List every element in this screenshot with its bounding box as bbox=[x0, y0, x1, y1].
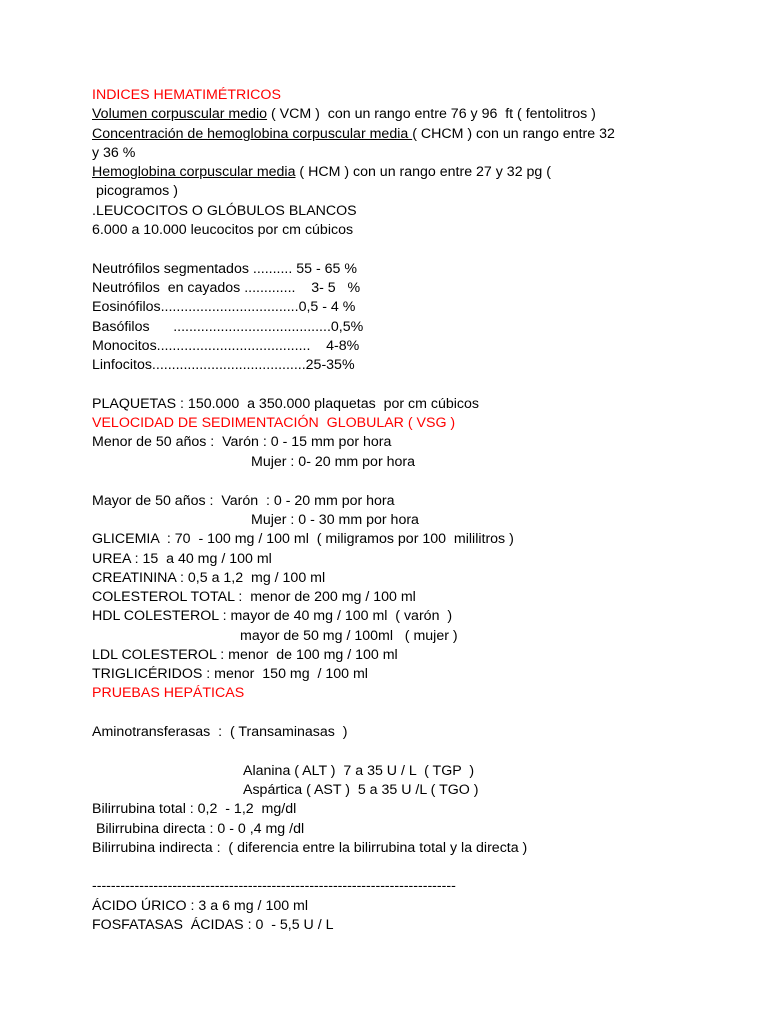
ldl-colesterol: LDL COLESTEROL : menor de 100 mg / 100 ml bbox=[92, 647, 398, 663]
chcm-line bbox=[92, 125, 615, 143]
leucocitos-range: 6.000 a 10.000 leucocitos por cm cúbicos bbox=[92, 222, 354, 238]
dashed-separator: ----------------------------------------------------------------------------- bbox=[92, 878, 456, 894]
aminotransferasas: Aminotransferasas : ( Transaminasas ) bbox=[92, 724, 348, 740]
bilirrubina-directa: Bilirrubina directa : 0 - 0 ,4 mg /dl bbox=[92, 821, 305, 837]
fosfatasas-acidas: FOSFATASAS ÁCIDAS : 0 - 5,5 U / L bbox=[92, 917, 334, 933]
creatinina: CREATININA : 0,5 a 1,2 mg / 100 ml bbox=[92, 570, 326, 586]
vsg-menor-mujer: Mujer : 0- 20 mm por hora bbox=[251, 454, 416, 470]
chcm-range: ( CHCM ) con un rango entre 32 bbox=[412, 126, 615, 142]
heading-vsg: VELOCIDAD DE SEDIMENTACIÓN GLOBULAR ( VSG ) bbox=[92, 415, 456, 431]
heading-indices-hematimetricos: INDICES HEMATIMÉTRICOS bbox=[92, 87, 281, 103]
glicemia: GLICEMIA : 70 - 100 mg / 100 ml ( miligramos por 100 mililitros ) bbox=[92, 531, 514, 547]
vcm-range: ( VCM ) con un rango entre 76 y 96 ft ( fentolitros ) bbox=[267, 106, 596, 122]
heading-pruebas-hepaticas: PRUEBAS HEPÁTICAS bbox=[92, 685, 245, 701]
eosinofilos: Eosinófilos...................................0,5 - 4 % bbox=[92, 299, 356, 315]
basofilos: Basófilos ........................................0,5% bbox=[92, 319, 364, 335]
urea: UREA : 15 a 40 mg / 100 ml bbox=[92, 551, 272, 567]
neutrofilos-segmentados: Neutrófilos segmentados .......... 55 - 65 % bbox=[92, 261, 357, 277]
vsg-mayor-varon: Mayor de 50 años : Varón : 0 - 20 mm por hora bbox=[92, 493, 395, 509]
vsg-menor-varon: Menor de 50 años : Varón : 0 - 15 mm por hora bbox=[92, 434, 392, 450]
alanina-alt: Alanina ( ALT ) 7 a 35 U / L ( TGP ) bbox=[243, 763, 475, 779]
hcm-term: Hemoglobina corpuscular media bbox=[92, 164, 296, 180]
hcm-range: ( HCM ) con un rango entre 27 y 32 pg ( bbox=[295, 164, 551, 180]
hcm-line bbox=[92, 163, 551, 181]
monocitos: Monocitos....................................... 4-8% bbox=[92, 338, 360, 354]
trigliceridos: TRIGLICÉRIDOS : menor 150 mg / 100 ml bbox=[92, 666, 368, 682]
chcm-term: Concentración de hemoglobina corpuscular media bbox=[92, 126, 413, 142]
neutrofilos-cayados: Neutrófilos en cayados ............. 3- 5 % bbox=[92, 280, 361, 296]
hcm-range-cont: picogramos ) bbox=[92, 183, 178, 199]
vsg-mayor-mujer: Mujer : 0 - 30 mm por hora bbox=[251, 512, 419, 528]
vcm-term: Volumen corpuscular medio bbox=[92, 106, 268, 122]
linfocitos: Linfocitos.......................................25-35% bbox=[92, 357, 355, 373]
colesterol-total: COLESTEROL TOTAL : menor de 200 mg / 100 ml bbox=[92, 589, 416, 605]
hdl-varon: HDL COLESTEROL : mayor de 40 mg / 100 ml ( varón ) bbox=[92, 608, 453, 624]
leucocitos-heading: .LEUCOCITOS O GLÓBULOS BLANCOS bbox=[92, 203, 357, 219]
bilirrubina-total: Bilirrubina total : 0,2 - 1,2 mg/dl bbox=[92, 801, 297, 817]
bilirrubina-indirecta: Bilirrubina indirecta : ( diferencia entre la bilirrubina total y la directa ) bbox=[92, 840, 528, 856]
plaquetas: PLAQUETAS : 150.000 a 350.000 plaquetas por cm cúbicos bbox=[92, 396, 479, 412]
chcm-range-cont: y 36 % bbox=[92, 145, 136, 161]
acido-urico: ÁCIDO ÚRICO : 3 a 6 mg / 100 ml bbox=[92, 898, 309, 914]
hdl-mujer: mayor de 50 mg / 100ml ( mujer ) bbox=[240, 628, 458, 644]
vcm-line bbox=[92, 105, 596, 123]
aspartica-ast: Aspártica ( AST ) 5 a 35 U /L ( TGO ) bbox=[243, 782, 479, 798]
